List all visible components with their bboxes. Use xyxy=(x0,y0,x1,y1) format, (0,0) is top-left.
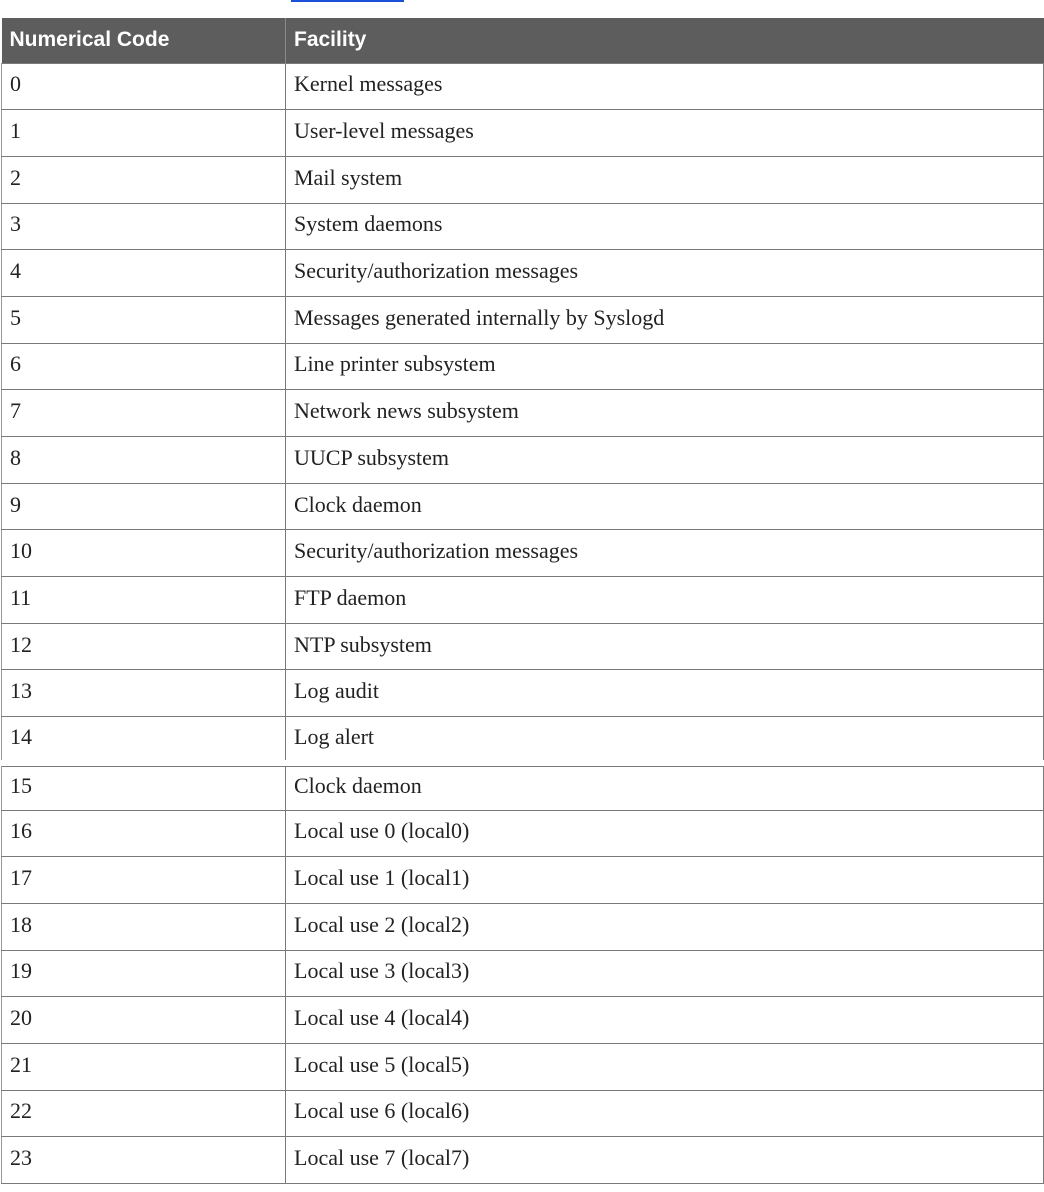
table-row xyxy=(2,717,1044,764)
table-header-row xyxy=(2,18,1044,63)
reference-link-underline[interactable] xyxy=(291,0,404,2)
table-row xyxy=(2,250,1044,297)
table-row xyxy=(2,483,1044,530)
cell-numerical-code: 10 xyxy=(2,530,286,577)
table-row xyxy=(2,1137,1044,1184)
cell-facility: Log alert xyxy=(286,717,1044,764)
cell-numerical-code: 14 xyxy=(2,717,286,764)
cell-numerical-code: 2 xyxy=(2,156,286,203)
column-header-facility: Facility xyxy=(286,18,1044,63)
table-row xyxy=(2,763,1044,810)
cell-facility: Network news subsystem xyxy=(286,390,1044,437)
table-row xyxy=(2,1043,1044,1090)
cell-numerical-code: 1 xyxy=(2,110,286,157)
cell-facility: Local use 2 (local2) xyxy=(286,903,1044,950)
cell-numerical-code: 0 xyxy=(2,63,286,110)
cell-numerical-code: 13 xyxy=(2,670,286,717)
table-row xyxy=(2,810,1044,857)
cell-numerical-code: 6 xyxy=(2,343,286,390)
table-row xyxy=(2,343,1044,390)
cell-facility: Local use 6 (local6) xyxy=(286,1090,1044,1137)
cell-facility: User-level messages xyxy=(286,110,1044,157)
cell-numerical-code: 21 xyxy=(2,1043,286,1090)
cell-numerical-code: 15 xyxy=(2,763,286,810)
cell-facility: Security/authorization messages xyxy=(286,250,1044,297)
syslog-facility-table xyxy=(1,18,1044,1184)
table-row xyxy=(2,530,1044,577)
cell-facility: Line printer subsystem xyxy=(286,343,1044,390)
cell-numerical-code: 5 xyxy=(2,296,286,343)
cell-numerical-code: 12 xyxy=(2,623,286,670)
table-row xyxy=(2,63,1044,110)
cell-facility: Local use 5 (local5) xyxy=(286,1043,1044,1090)
cell-numerical-code: 11 xyxy=(2,577,286,624)
cell-numerical-code: 22 xyxy=(2,1090,286,1137)
column-header-code: Numerical Code xyxy=(2,18,286,63)
table-row xyxy=(2,950,1044,997)
table-row xyxy=(2,670,1044,717)
cell-numerical-code: 4 xyxy=(2,250,286,297)
cell-facility: Mail system xyxy=(286,156,1044,203)
table-row xyxy=(2,296,1044,343)
table-row xyxy=(2,437,1044,484)
cell-facility: Local use 0 (local0) xyxy=(286,810,1044,857)
cell-numerical-code: 7 xyxy=(2,390,286,437)
table-row xyxy=(2,1090,1044,1137)
cell-numerical-code: 9 xyxy=(2,483,286,530)
cell-numerical-code: 16 xyxy=(2,810,286,857)
cell-numerical-code: 23 xyxy=(2,1137,286,1184)
cell-facility: Log audit xyxy=(286,670,1044,717)
cell-facility: Local use 4 (local4) xyxy=(286,997,1044,1044)
cell-facility: Local use 3 (local3) xyxy=(286,950,1044,997)
table-row xyxy=(2,203,1044,250)
table-row xyxy=(2,997,1044,1044)
cell-numerical-code: 3 xyxy=(2,203,286,250)
cell-facility: FTP daemon xyxy=(286,577,1044,624)
cell-facility: Security/authorization messages xyxy=(286,530,1044,577)
cell-numerical-code: 17 xyxy=(2,857,286,904)
table-body xyxy=(2,63,1044,1184)
cell-numerical-code: 18 xyxy=(2,903,286,950)
cell-numerical-code: 20 xyxy=(2,997,286,1044)
table-row xyxy=(2,110,1044,157)
cell-facility: UUCP subsystem xyxy=(286,437,1044,484)
cell-facility: Messages generated internally by Syslogd xyxy=(286,296,1044,343)
cell-facility: Clock daemon xyxy=(286,763,1044,810)
cell-facility: Clock daemon xyxy=(286,483,1044,530)
table-row xyxy=(2,857,1044,904)
table-row xyxy=(2,903,1044,950)
cell-facility: Local use 1 (local1) xyxy=(286,857,1044,904)
table-row xyxy=(2,156,1044,203)
cell-numerical-code: 8 xyxy=(2,437,286,484)
table-row xyxy=(2,577,1044,624)
cell-facility: System daemons xyxy=(286,203,1044,250)
table-row xyxy=(2,623,1044,670)
cell-facility: Local use 7 (local7) xyxy=(286,1137,1044,1184)
cell-numerical-code: 19 xyxy=(2,950,286,997)
cell-facility: NTP subsystem xyxy=(286,623,1044,670)
table-row xyxy=(2,390,1044,437)
cell-facility: Kernel messages xyxy=(286,63,1044,110)
